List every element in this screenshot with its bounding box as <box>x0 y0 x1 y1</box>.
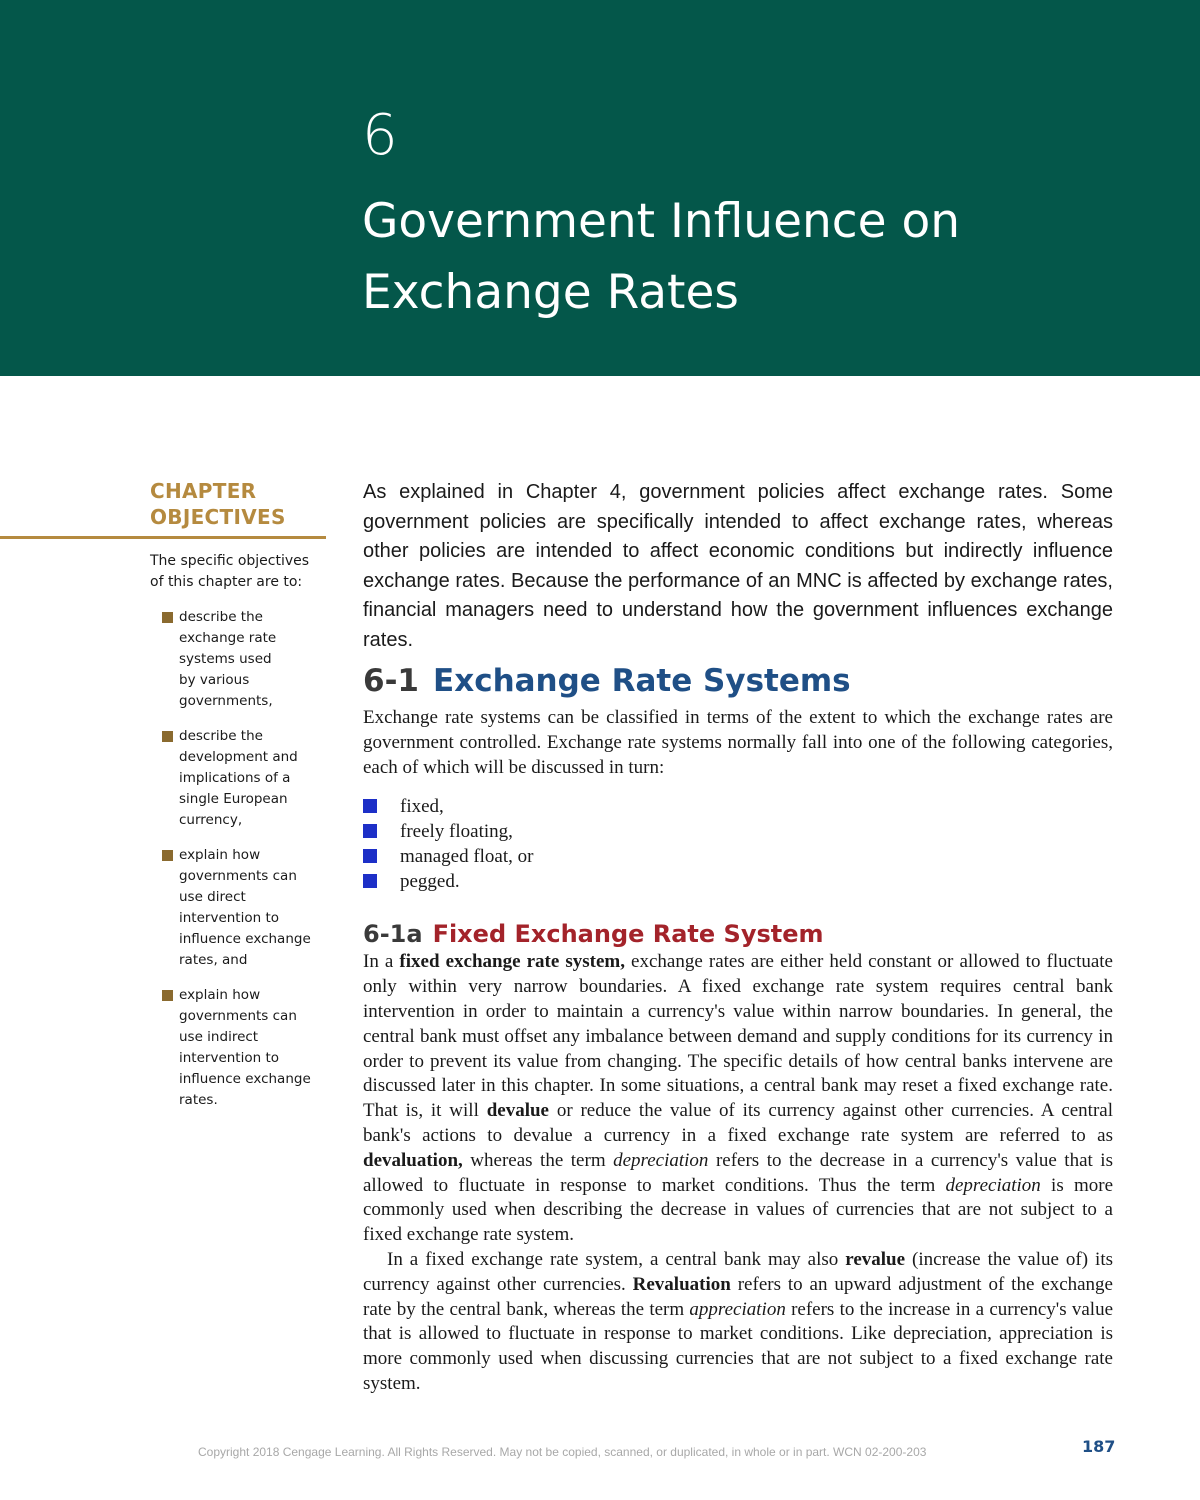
objective-line: development and <box>179 749 298 765</box>
intro-paragraph: As explained in Chapter 4, government policies affect exchange rates. Some government policies are specifically intended to affect exchange rates, whereas other policies are intended to affect economic conditions but indirectly influence exchange rates. Because the performance of an MNC is affected by exchange rates, financial managers need to understand how the government influences exchange rates. <box>363 481 1113 651</box>
objective-item <box>160 726 329 831</box>
category-item <box>363 844 1113 869</box>
objectives-list <box>0 607 330 1111</box>
square-bullet-icon <box>162 731 173 742</box>
objectives-divider <box>0 536 326 539</box>
category-item <box>363 819 1113 844</box>
page-number: 187 <box>1082 1437 1116 1456</box>
objective-line: rates. <box>179 1092 218 1108</box>
category-label: pegged. <box>400 871 460 893</box>
objectives-intro-line: of this chapter are to: <box>150 574 303 590</box>
objective-line: intervention to <box>179 1050 280 1066</box>
objective-item <box>160 845 329 971</box>
category-item <box>363 794 1113 819</box>
objective-line: explain how <box>179 847 261 863</box>
key-term: devaluation, <box>363 1149 463 1171</box>
chapter-banner <box>0 0 1200 376</box>
square-bullet-icon <box>363 799 377 813</box>
emphasized-term: depreciation <box>945 1174 1041 1196</box>
subsection-title: Fixed Exchange Rate System <box>432 920 824 949</box>
section-title: Exchange Rate Systems <box>433 663 851 699</box>
text-run: or reduce the value of its currency against other currencies. A central bank's actions to devalue a currency in a fixed exchange rate system are referred to as <box>363 1100 1113 1146</box>
objective-line: implications of a <box>179 770 291 786</box>
objective-item <box>160 985 329 1111</box>
category-label: freely floating, <box>400 821 513 843</box>
text-run: refers to the increase in a currency's value that is allowed to fluctuate in response to market conditions. Like depreciation, appreciation is more commonly used when discussing currencies that are not subject to a fixed exchange rate system. <box>363 1298 1114 1394</box>
square-bullet-icon <box>162 850 173 861</box>
emphasized-term: appreciation <box>689 1298 786 1320</box>
subsection-heading <box>363 918 1113 950</box>
page-footer <box>0 1437 1200 1465</box>
objective-line: governments, <box>179 693 273 709</box>
text-run: refers to an upward adjustment of the exchange rate by the central bank, whereas the term <box>363 1273 1113 1320</box>
square-bullet-icon <box>363 874 377 888</box>
fixed-rate-paragraph <box>363 950 1113 1248</box>
objective-line: governments can <box>179 868 297 884</box>
copyright-notice: Copyright 2018 Cengage Learning. All Rights Reserved. May not be copied, scanned, or duplicated, in whole or in part. WCN 02-200-203 <box>198 1445 927 1459</box>
key-term: devalue <box>486 1100 549 1122</box>
text-run: refers to the decrease in a currency's value that is allowed to fluctuate in response to market conditions. Thus the term <box>363 1149 1113 1196</box>
objective-line: describe the <box>179 609 263 625</box>
objective-item <box>160 607 329 712</box>
objectives-heading-line: CHAPTER <box>150 479 257 503</box>
objectives-heading-line: OBJECTIVES <box>150 505 286 529</box>
objectives-intro <box>0 551 330 593</box>
main-content <box>363 478 1113 1397</box>
key-term: fixed exchange rate system, <box>399 951 625 973</box>
category-label: fixed, <box>400 796 444 818</box>
objective-line: exchange rate <box>179 630 277 646</box>
objective-line: intervention to <box>179 910 280 926</box>
category-label: managed float, or <box>400 846 534 868</box>
category-list <box>363 794 1113 894</box>
objective-line: systems used <box>179 651 272 667</box>
subsection-number: 6-1a <box>363 920 423 949</box>
objectives-heading <box>0 478 330 530</box>
text-run: exchange rates are either held constant or allowed to fluctuate only within very narrow boundaries. A fixed exchange rate system requires central bank intervention in order to maintain a currency's value within narrow boundaries. In general, the central bank must offset any imbalance between demand and supply conditions for its currency in order to prevent its value from changing. The specific details of how central banks intervene are discussed later in this chapter. In some situations, a central bank may reset a fixed exchange rate. That is, it will <box>363 951 1113 1122</box>
chapter-title-line: Exchange Rates <box>362 265 739 320</box>
square-bullet-icon <box>363 849 377 863</box>
key-term: revalue <box>845 1248 906 1270</box>
objective-line: currency, <box>179 812 243 828</box>
chapter-number: 6 <box>362 103 399 168</box>
objective-line: governments can <box>179 1008 297 1024</box>
section-number: 6-1 <box>363 663 420 699</box>
revaluation-paragraph <box>363 1248 1113 1397</box>
text-run: In a <box>363 951 400 973</box>
objective-line: use indirect <box>179 1029 259 1045</box>
key-term: Revaluation <box>632 1273 731 1295</box>
objective-line: explain how <box>179 987 261 1003</box>
text-run: In a fixed exchange rate system, a central bank may also <box>387 1248 846 1270</box>
text-run: whereas the term <box>462 1149 614 1171</box>
text-run: is more commonly used when describing the decrease in values of currencies that are not subject to a fixed exchange rate system. <box>363 1174 1113 1246</box>
chapter-objectives-sidebar <box>0 478 330 1125</box>
square-bullet-icon <box>363 824 377 838</box>
objective-line: single European <box>179 791 288 807</box>
chapter-title <box>362 186 960 328</box>
emphasized-term: depreciation <box>613 1149 709 1171</box>
objective-line: by various <box>179 672 250 688</box>
text-run: (increase the value of) its currency against other currencies. <box>363 1248 1113 1295</box>
section-paragraph: Exchange rate systems can be classified in terms of the extent to which the exchange rates are government controlled. Exchange rate systems normally fall into one of the following categories, each of which will be discussed in turn: <box>363 707 1113 778</box>
objective-line: describe the <box>179 728 263 744</box>
section-heading <box>363 656 1113 706</box>
objective-line: use direct <box>179 889 246 905</box>
objective-line: influence exchange <box>179 931 311 947</box>
square-bullet-icon <box>162 612 173 623</box>
chapter-title-line: Government Influence on <box>362 194 961 249</box>
category-item <box>363 869 1113 894</box>
objective-line: influence exchange <box>179 1071 311 1087</box>
objective-line: rates, and <box>179 952 248 968</box>
objectives-intro-line: The specific objectives <box>150 553 310 569</box>
square-bullet-icon <box>162 990 173 1001</box>
